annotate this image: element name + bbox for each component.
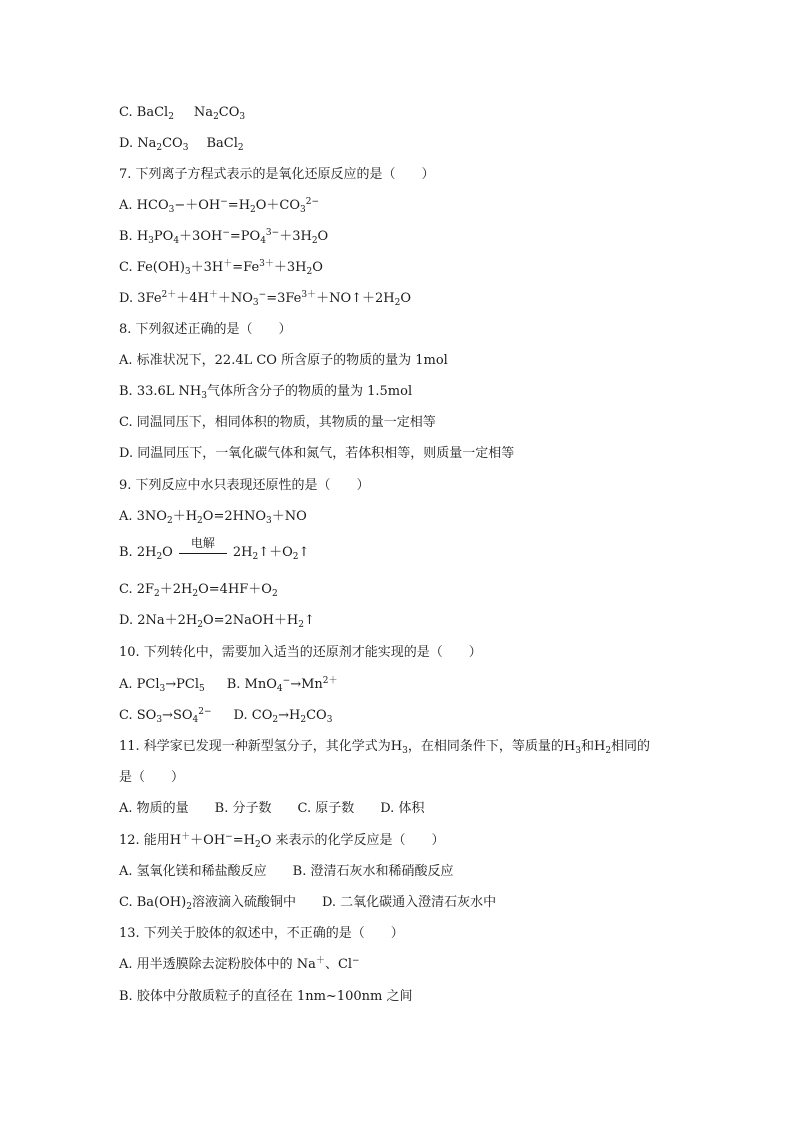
option-text: 气体所含分子的物质的量为 1.5mol xyxy=(206,384,413,399)
subscript: 2 xyxy=(254,840,261,850)
subscript: 2 xyxy=(271,589,278,599)
formula-text: BaCl xyxy=(206,136,238,151)
formula-text: ＋H xyxy=(172,509,198,524)
superscript: ＋ xyxy=(223,259,233,269)
question-text: ＋OH xyxy=(190,833,226,848)
q9-option-a xyxy=(119,508,307,526)
q9-option-b xyxy=(119,536,310,562)
q10-options-ab xyxy=(119,676,338,694)
subscript: 3 xyxy=(575,746,581,756)
option-label: D. xyxy=(119,136,134,151)
subscript: 2 xyxy=(300,715,307,725)
formula-text: −＋OH xyxy=(174,198,221,213)
question-text: 和H xyxy=(580,739,606,754)
superscript: 2− xyxy=(305,197,320,207)
q10-option-a xyxy=(119,677,205,692)
subscript: 3 xyxy=(326,715,333,725)
superscript: − xyxy=(222,228,230,238)
subscript: 2 xyxy=(292,552,299,562)
formula-text: ＋3H xyxy=(279,229,312,244)
q11-stem-line2: 是（ ） xyxy=(119,770,185,785)
q7-stem: 7. 下列离子方程式表示的是氧化还原反应的是（ ） xyxy=(119,167,435,182)
subscript: 2 xyxy=(298,620,304,630)
formula-text: O=2NaOH＋H xyxy=(202,613,299,628)
formula-text: ↑ xyxy=(303,613,315,628)
question-text: 11. 科学家已发现一种新型氢分子，其化学式为H xyxy=(119,739,403,754)
subscript: 2 xyxy=(156,143,163,153)
formula-text: PO xyxy=(153,229,174,244)
subscript: 2 xyxy=(186,902,192,912)
superscript: ＋ xyxy=(315,956,325,966)
formula-text: D. CO xyxy=(233,708,273,723)
subscript: 3 xyxy=(184,267,191,277)
q13-option-a xyxy=(119,956,360,974)
subscript: 3 xyxy=(156,715,163,725)
subscript: 2 xyxy=(394,298,401,308)
superscript: ＋ xyxy=(181,832,191,842)
q12-options-ab: A. 氢氧化镁和稀盐酸反应 B. 澄清石灰水和稀硝酸反应 xyxy=(119,864,454,879)
superscript: − xyxy=(352,956,360,966)
subscript: 4 xyxy=(192,715,199,725)
q10-option-b xyxy=(227,677,338,692)
formula-text: ＋2H xyxy=(159,582,193,597)
formula-text: →PCl xyxy=(165,677,199,692)
subscript: 2 xyxy=(192,589,199,599)
subscript: 4 xyxy=(276,684,283,694)
formula-text: ＋4H xyxy=(176,291,209,306)
formula-text: Na xyxy=(193,105,214,120)
question-text: =H xyxy=(232,833,255,848)
option-text: 、Cl xyxy=(324,957,353,972)
option-label: B. xyxy=(119,229,133,244)
formula-text: CO xyxy=(162,136,183,151)
formula-text: Na xyxy=(137,136,157,151)
subscript: 2 xyxy=(272,715,279,725)
subscript: 3 xyxy=(148,236,154,246)
formula-text: O=2HNO xyxy=(202,509,266,524)
option-label: A. xyxy=(119,198,133,213)
superscript: 3− xyxy=(265,228,280,238)
option-label: C. xyxy=(119,105,133,120)
subscript: 3 xyxy=(239,112,246,122)
subscript: 2 xyxy=(154,589,160,599)
formula-text: C. SO xyxy=(119,708,157,723)
subscript: 3 xyxy=(300,205,306,215)
option-text: B. 33.6L NH xyxy=(119,384,202,399)
question-text: 相同的 xyxy=(611,739,651,754)
subscript: 3 xyxy=(252,298,259,308)
formula-text: BaCl xyxy=(136,105,169,120)
superscript: ＋ xyxy=(208,290,218,300)
formula-text: A. 3NO xyxy=(119,509,167,524)
subscript: 2 xyxy=(605,746,612,756)
q9-option-c xyxy=(119,581,278,599)
formula-text: →Mn xyxy=(290,677,323,692)
formula-text: O xyxy=(317,229,329,244)
q8-option-d: D. 同温同压下，一氧化碳气体和氮气，若体积相等，则质量一定相等 xyxy=(119,446,515,461)
subscript: 3 xyxy=(168,205,175,215)
q13-stem: 13. 下列关于胶体的叙述中，不正确的是（ ） xyxy=(119,926,404,941)
formula-text: =H xyxy=(227,198,251,213)
q10-options-cd xyxy=(119,707,332,725)
q10-stem: 10. 下列转化中，需要加入适当的还原剂才能实现的是（ ） xyxy=(119,645,482,660)
superscript: 2− xyxy=(198,707,212,717)
formula-text: O xyxy=(162,545,173,560)
subscript: 2 xyxy=(197,620,203,630)
q6-option-c xyxy=(119,104,245,122)
subscript: 2 xyxy=(156,552,163,562)
q6-option-d xyxy=(119,135,244,153)
formula-text: ↑＋O xyxy=(258,545,293,560)
q7-option-a xyxy=(119,197,319,215)
formula-text: CO xyxy=(306,708,327,723)
formula-text: ＋3OH xyxy=(179,229,223,244)
subscript: 2 xyxy=(168,112,174,122)
formula-text: 3Fe xyxy=(137,291,162,306)
q13-option-b: B. 胶体中分散质粒子的直径在 1nm~100nm 之间 xyxy=(119,989,413,1004)
option-text: 溶液滴入硫酸铜中 D. 二氧化碳通入澄清石灰水中 xyxy=(191,895,497,910)
superscript: 3＋ xyxy=(301,290,317,300)
formula-text: ＋3H xyxy=(273,260,307,275)
option-label: C. xyxy=(119,260,133,275)
formula-text: O xyxy=(400,291,412,306)
subscript: 4 xyxy=(173,236,180,246)
option-label: D. xyxy=(119,291,134,306)
formula-text: D. 2Na＋2H xyxy=(119,613,198,628)
formula-text: ＋3H xyxy=(190,260,224,275)
subscript: 2 xyxy=(250,205,256,215)
superscript: 3＋ xyxy=(259,259,274,269)
formula-text: B. 2H xyxy=(119,545,157,560)
formula-text: CO xyxy=(218,105,240,120)
q7-option-b xyxy=(119,228,328,246)
superscript: − xyxy=(225,832,233,842)
subscript: 2 xyxy=(306,267,313,277)
subscript: 3 xyxy=(182,143,189,153)
formula-text: 2H xyxy=(232,545,253,560)
formula-text: =PO xyxy=(229,229,261,244)
formula-text: →H xyxy=(278,708,301,723)
q11-stem xyxy=(119,738,650,756)
reaction-condition: 电解 xyxy=(190,536,215,550)
subscript: 4 xyxy=(260,236,266,246)
q12-options-cd xyxy=(119,894,496,912)
subscript: 2 xyxy=(197,516,203,526)
superscript: 2＋ xyxy=(322,676,338,686)
formula-text: →SO xyxy=(162,708,193,723)
subscript: 2 xyxy=(166,516,173,526)
formula-text: O＋CO xyxy=(255,198,301,213)
formula-text: B. MnO xyxy=(226,677,277,692)
q9-option-d xyxy=(119,612,315,630)
formula-text: H xyxy=(136,229,149,244)
subscript: 5 xyxy=(199,684,205,694)
q10-option-c xyxy=(119,708,212,723)
q10-option-d xyxy=(234,708,333,723)
subscript: 3 xyxy=(159,684,166,694)
question-text: O 来表示的化学反应是（ ） xyxy=(260,833,445,848)
formula-text: =Fe xyxy=(232,260,260,275)
formula-text: ↑ xyxy=(298,545,310,560)
arrow-bar xyxy=(179,553,227,554)
superscript: − xyxy=(282,676,291,686)
subscript: 3 xyxy=(265,516,272,526)
formula-text: ＋NO xyxy=(217,291,253,306)
superscript: 2＋ xyxy=(161,290,177,300)
formula-text: O xyxy=(312,260,323,275)
subscript: 3 xyxy=(201,391,207,401)
reaction-arrow xyxy=(177,536,229,562)
subscript: 2 xyxy=(213,112,219,122)
q8-stem: 8. 下列叙述正确的是（ ） xyxy=(119,322,292,337)
formula-text: A. PCl xyxy=(119,677,160,692)
q11-options: A. 物质的量 B. 分子数 C. 原子数 D. 体积 xyxy=(119,801,425,816)
formula-text: ＋NO xyxy=(271,509,307,524)
formula-text: Fe(OH) xyxy=(136,260,185,275)
formula-text: HCO xyxy=(136,198,169,213)
formula-text: O=4HF＋O xyxy=(198,582,272,597)
formula-text: =3Fe xyxy=(266,291,302,306)
subscript: 2 xyxy=(252,552,259,562)
superscript: − xyxy=(258,290,267,300)
option-text: A. 用半透膜除去淀粉胶体中的 Na xyxy=(119,957,316,972)
superscript: − xyxy=(220,197,228,207)
q7-option-d xyxy=(119,290,411,308)
formula-text: C. 2F xyxy=(119,582,155,597)
option-text: C. Ba(OH) xyxy=(119,895,187,910)
question-text: 12. 能用H xyxy=(119,833,182,848)
q7-option-c xyxy=(119,259,323,277)
q9-stem: 9. 下列反应中水只表现还原性的是（ ） xyxy=(119,478,370,493)
formula-text: ＋NO↑＋2H xyxy=(316,291,395,306)
question-text: ，在相同条件下，等质量的H xyxy=(407,739,576,754)
q8-option-c: C. 同温同压下，相同体积的物质，其物质的量一定相等 xyxy=(119,415,436,430)
q12-stem xyxy=(119,832,444,850)
subscript: 2 xyxy=(237,143,244,153)
q8-option-a: A. 标准状况下，22.4L CO 所含原子的物质的量为 1mol xyxy=(119,353,448,368)
subscript: 2 xyxy=(311,236,318,246)
q8-option-b xyxy=(119,383,412,401)
subscript: 3 xyxy=(402,746,408,756)
